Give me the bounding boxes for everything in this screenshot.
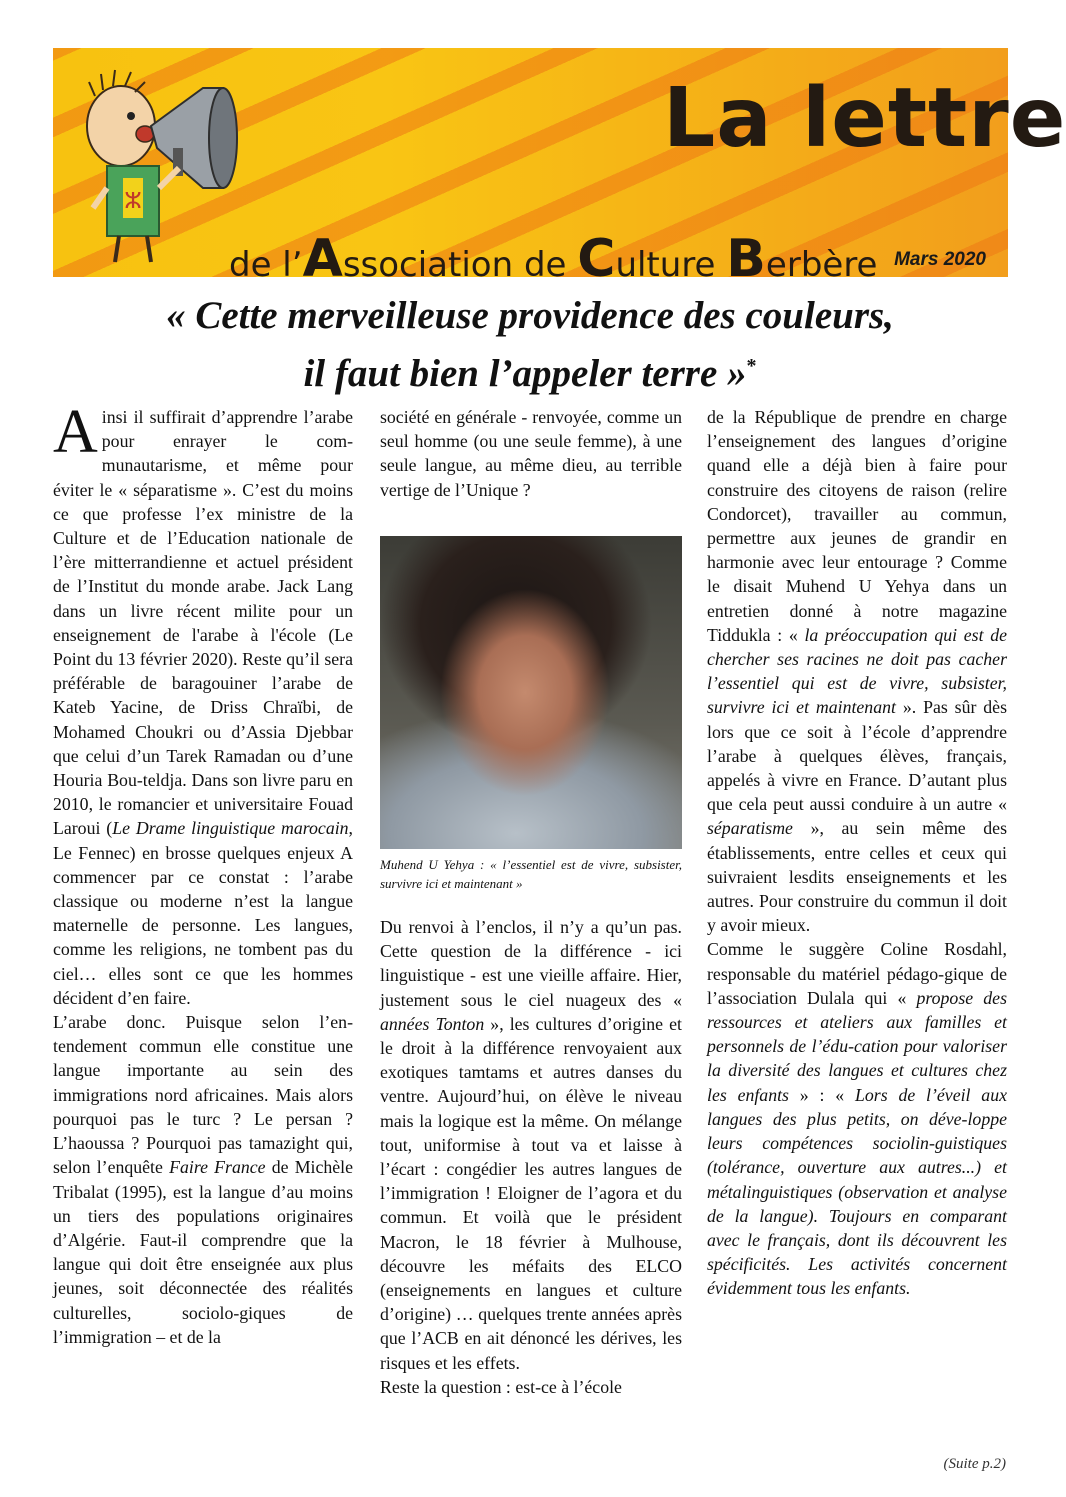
paragraph-text: ». Pas sûr dès lors que ce soit à l’école d’apprendre l’arabe à quelques élèves, français, appelés à vivre en France. D’autant plus que cela peut aussi conduire à un autre « <box>707 697 1007 815</box>
article-headline <box>60 291 1000 399</box>
svg-text:ⵣ: ⵣ <box>124 189 142 214</box>
headline-line-1: « Cette merveilleuse providence des couleurs, <box>166 294 894 337</box>
paragraph-text: », les cultures d’origine et le droit à la différence renvoyaient aux exotiques tamtams et autres danses du ventre. Aujourd’hui, on élève le niveau mais la logique est la même. On mélange tout, uniformise à tout va et laisse à l’écart : congédier les autres langues de l’immigration ! Eloigner de l’agora et du commun. Et voilà que le président Macron, le 18 février à Mulhouse, découvre les méfaits des ELCO (enseignements en langues et culture d’origine) … quelques trente années après que l’ACB en ait dénoncé les dérives, les risques et les effets. <box>380 1013 682 1373</box>
quotation: la préoccupation qui est de chercher ses racines ne doit pas cacher l’essentiel qui est de vivre, subsister, survivre ici et maintenant <box>707 624 1007 718</box>
subtitle-initial: C <box>577 229 616 289</box>
subtitle-part: ulture <box>615 245 727 285</box>
paragraph: société en générale - renvoyée, comme un seul homme (ou une seule femme), à une seule langue, au même dieu, au terrible vertige de l’Unique ? <box>380 407 682 500</box>
paragraph-text: Comme le suggère Coline Rosdahl, responsable du matériel pédago-gique de l’association Dulala qui « <box>707 939 1007 1008</box>
continued-note: (Suite p.2) <box>943 1456 1006 1472</box>
subtitle-part: ssociation de <box>342 245 578 285</box>
quotation: Lors de l’éveil aux langues des plus petits, on déve-loppe leurs compétences sociolin-guistiques (tolérance, ouverture aux autres...) et métalinguistiques (observation et analyse de la langue). Toujours en comparant avec le français, dont ils découvrent les spécificités. Les activités concernent évidemment tous les enfants. <box>707 1084 1007 1299</box>
subtitle-part: erbère <box>765 245 878 285</box>
footnote-star: * <box>746 355 757 377</box>
paragraph-text: de la République de prendre en charge l’enseignement des langues d’origine quand elle a déjà bien à faire pour construire des citoyens de raison (relire Condorcet), travailler au commun, permettre aux jeunes de grandir en harmonie avec leur entourage ? Comme le disait Muhend U Yehya dans un entretien donné à notre magazine Tiddukla : « <box>707 407 1007 645</box>
paragraph-text: Du renvoi à l’enclos, il n’y a qu’un pas. Cette question de la différence - ici linguistique - est une vieille affaire. Hier, justement sous le ciel nuageux des « <box>380 917 682 1010</box>
drop-cap: A <box>53 398 98 466</box>
article-column-2-top <box>380 405 682 502</box>
book-title: Faire France <box>169 1157 266 1178</box>
subtitle-initial: B <box>726 229 766 289</box>
headline-line-2-text: il faut bien l’appeler terre » <box>303 352 747 395</box>
quoted-word: séparatisme <box>707 818 793 839</box>
paragraph <box>707 405 1007 937</box>
article-column-2-bottom <box>380 915 682 1399</box>
paragraph-text: », au sein même des établissements, entre celles et ceux qui suivraient lesdits enseignements et les autres. Pour construire du commun il doit y avoir mieux. <box>707 818 1007 936</box>
photo-caption: Muhend U Yehya : « l’essentiel est de vivre, subsister, survivre ici et maintenant » <box>380 857 682 891</box>
newsletter-subtitle <box>229 229 878 289</box>
masthead-banner <box>53 48 1066 289</box>
headline-line-2 <box>60 341 1000 399</box>
paragraph-text: , Le Fennec) en brosse quelques enjeux A commencer par ce constat : l’arabe classique ou moderne n’est la langue maternelle de personne. Les langues, comme les religions, ne tombent pas du ciel… elles sont ce que les hommes décident d’en faire. <box>53 818 353 1008</box>
paragraph-text: » : « <box>799 1084 845 1105</box>
article-column-3 <box>707 405 1007 1301</box>
subtitle-initial: A <box>302 229 343 289</box>
book-title: Le Drame linguistique marocain <box>112 818 349 839</box>
paragraph-text: de Michèle Tribalat (1995), est la langue d’au moins un tiers des populations originaires d’Algérie. Faut-il comprendre que la langue qui doit être enseignée aux plus jeunes, soit déconnectée des réalités culturelles, sociolo-giques de l’immigration – et de la <box>53 1157 353 1347</box>
article-column-1 <box>53 398 353 1349</box>
paragraph-text: L’arabe donc. Puisque selon l’en-tendement commun elle constitue une langue importante au sein des immigrations nord africaines. Mais alors pourquoi pas le turc ? Le persan ? L’haoussa ? Pourquoi pas tamazight qui, selon l’enquête <box>53 1012 353 1178</box>
quoted-phrase: années Tonton <box>380 1013 485 1034</box>
newsletter-title: La lettre <box>663 71 1066 166</box>
subtitle-part: de l’ <box>229 245 303 285</box>
portrait-photo <box>380 536 682 849</box>
issue-date: Mars 2020 <box>894 249 986 270</box>
paragraph <box>707 937 1007 1300</box>
quotation: propose des ressources et ateliers aux familles et personnels de l’édu-cation pour valoriser la diversité des langues et cultures chez les enfants <box>707 987 1007 1105</box>
paragraph <box>380 915 682 1375</box>
paragraph-text: insi il suffirait d’apprendre l’arabe pour enrayer le com-munautarisme, et même pour éviter le « séparatisme ». C’est du moins ce que professe l’ex ministre de la Culture et de l’Education nationale de l’ère mitterrandienne et actuel président de l’Institut du monde arabe. Jack Lang dans un livre récent milite pour un enseignement de l'arabe à l'école (Le Point du 13 février 2020). Reste qu’il sera préférable de baragouiner l’arabe de Kateb Yacine, de Driss Chraïbi, de Mohamed Choukri ou d’Assia Djebbar que celui d’un Tarek Ramadan ou d’une Houria Bou-teldja. Dans son livre paru en 2010, le romancier et universitaire Fouad Laroui ( <box>53 407 353 839</box>
paragraph: Reste la question : est-ce à l’école <box>380 1376 622 1397</box>
paragraph <box>53 1010 353 1349</box>
paragraph <box>53 398 353 1010</box>
